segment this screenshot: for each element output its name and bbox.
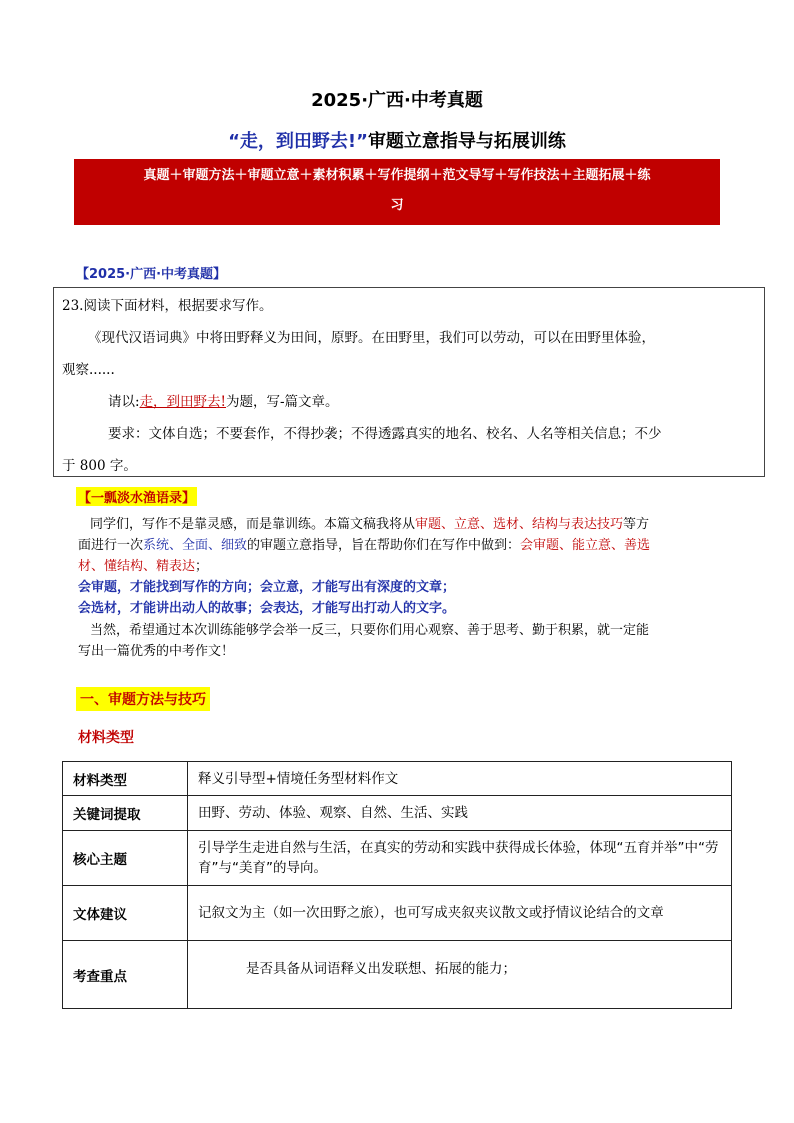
table-row: [63, 796, 732, 831]
quotes-section-label: 【一瓢淡水渔语录】: [76, 487, 197, 506]
exam-question-box: [53, 287, 765, 477]
task-prefix: 请以:: [108, 394, 140, 410]
row-value: 记叙文为主（如一次田野之旅），也可写成夹叙夹议散文或抒情议论结合的文章: [188, 886, 732, 941]
page-title: 2025·广西·中考真题: [311, 90, 483, 111]
section-heading: 一、审题方法与技巧: [76, 687, 210, 711]
quote-line-4: 会审题，才能找到写作的方向；会立意，才能写出有深度的文章；: [78, 580, 456, 595]
quote-highlight-red: 审题、立意、选材、结构与表达技巧: [415, 517, 624, 532]
essay-title: 走，到田野去!: [139, 394, 226, 410]
subtitle-topic: “走，到田野去!”: [228, 131, 368, 152]
question-prompt: 23.阅读下面材料，根据要求写作。: [62, 298, 273, 314]
question-word-count: 于 800 字。: [62, 458, 137, 474]
row-key: 材料类型: [63, 762, 188, 796]
quote-highlight-blue: 系统、全面、细致: [143, 538, 248, 553]
banner-line-1: 真题＋审题方法＋审题立意＋素材积累＋写作提纲＋范文导写＋写作技法＋主题拓展＋练: [143, 168, 651, 183]
quote-line-7: 写出一篇优秀的中考作文！: [78, 644, 235, 659]
row-value: 释义引导型+情境任务型材料作文: [188, 762, 732, 796]
question-requirements: 要求：文体自选；不要套作，不得抄袭；不得透露真实的地名、校名、人名等相关信息；不少: [108, 426, 662, 442]
quote-line-5: 会选材，才能讲出动人的故事；会表达，才能写出打动人的文字。: [78, 601, 456, 616]
row-value: 引导学生走进自然与生活，在真实的劳动和实践中获得成长体验，体现“五育并举”中“劳育”与“美育”的导向。: [188, 831, 732, 886]
row-key: 文体建议: [63, 886, 188, 941]
banner-line-2: 习: [390, 198, 404, 213]
quote-line-6: 当然，希望通过本次训练能够学会举一反三，只要你们用心观察、善于思考、勤于积累，就一定能: [90, 623, 650, 638]
page-subtitle: [0, 127, 794, 153]
quote-highlight-red: 材、懂结构、精表达: [78, 559, 196, 574]
row-key: 考查重点: [63, 941, 188, 1009]
table-row: [63, 831, 732, 886]
analysis-table: [62, 761, 732, 1009]
quote-text: 同学们，写作不是靠灵感，而是靠训练。本篇文稿我将从: [90, 517, 416, 532]
exam-section-label: 【2025·广西·中考真题】: [76, 267, 227, 282]
material-type-heading: 材料类型: [78, 730, 134, 746]
quote-text: 面进行一次: [78, 538, 144, 553]
quote-text: 等方: [623, 517, 650, 532]
subtitle-desc: 审题立意指导与拓展训练: [367, 131, 566, 152]
quote-text: 的审题立意指导，旨在帮助你们在写作中做到：: [247, 538, 521, 553]
row-key: 关键词提取: [63, 796, 188, 831]
table-row: [63, 886, 732, 941]
row-value: 田野、劳动、体验、观察、自然、生活、实践: [188, 796, 732, 831]
quote-line-2: [78, 535, 728, 556]
quote-line-3: [78, 556, 728, 577]
question-material-2: 观察......: [62, 362, 115, 378]
quote-highlight-red: 会审题、能立意、善选: [520, 538, 651, 553]
quote-line-1: [90, 514, 740, 535]
question-material-1: 《现代汉语词典》中将田野释义为田间，原野。在田野里，我们可以劳动，可以在田野里体验，: [88, 330, 655, 346]
contents-banner: [74, 159, 720, 225]
question-task: [108, 390, 339, 410]
table-row: [63, 941, 732, 1009]
row-key: 核心主题: [63, 831, 188, 886]
row-value: 是否具备从词语释义出发联想、拓展的能力；: [188, 941, 732, 1009]
quote-text: ；: [195, 559, 209, 574]
task-suffix: 为题，写-篇文章。: [226, 394, 339, 410]
table-row: [63, 762, 732, 796]
